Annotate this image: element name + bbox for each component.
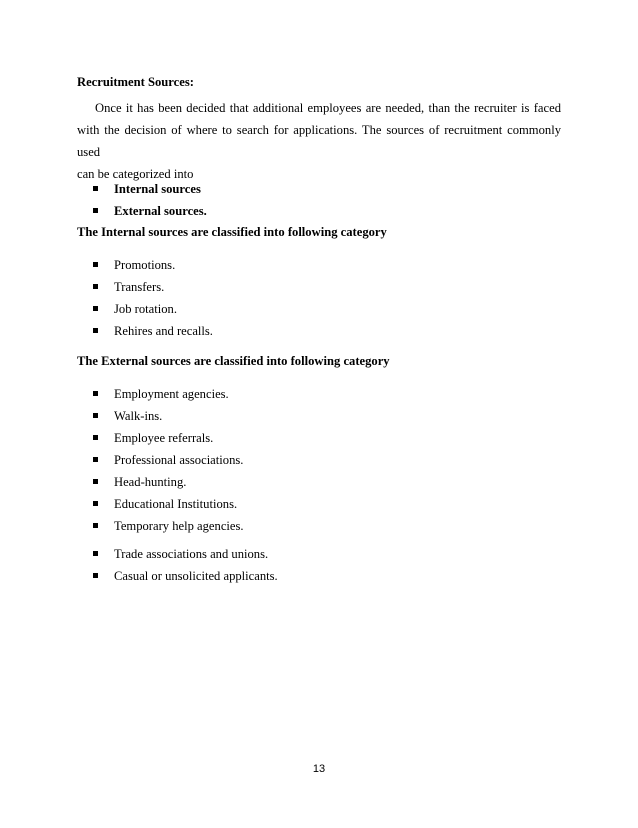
page-number: 13 (312, 763, 326, 775)
external-sources-list (0, 383, 244, 537)
list-item-text: Head-hunting. (114, 475, 187, 489)
internal-sources-list (0, 254, 213, 342)
list-item-text: Internal sources (114, 182, 201, 196)
bullet-icon (93, 186, 98, 191)
bullet-icon (93, 284, 98, 289)
list-item (0, 298, 213, 320)
list-item-text: Employee referrals. (114, 431, 214, 445)
list-item-text: Trade associations and unions. (114, 547, 269, 561)
list-item (0, 276, 213, 298)
list-item (0, 493, 244, 515)
list-item (0, 515, 244, 537)
bullet-icon (93, 208, 98, 213)
bullet-icon (93, 413, 98, 418)
list-item-text: Walk-ins. (114, 409, 163, 423)
bullet-icon (93, 551, 98, 556)
list-item-text: Educational Institutions. (114, 497, 238, 511)
list-item (0, 200, 207, 222)
bullet-icon (93, 391, 98, 396)
source-types-list (0, 178, 207, 222)
section-heading: Recruitment Sources: (77, 75, 194, 89)
list-item (0, 405, 244, 427)
list-item-text: Temporary help agencies. (114, 519, 244, 533)
list-item (0, 320, 213, 342)
bullet-icon (93, 501, 98, 506)
bullet-icon (93, 523, 98, 528)
list-item-text: Rehires and recalls. (114, 324, 213, 338)
list-item (0, 471, 244, 493)
intro-line: Once it has been decided that additional employees are needed, than the recruiter is faced (95, 101, 561, 115)
list-item (0, 449, 244, 471)
bullet-icon (93, 479, 98, 484)
bullet-icon (93, 328, 98, 333)
list-item-text: Transfers. (114, 280, 165, 294)
list-item (0, 178, 207, 200)
list-item (0, 565, 278, 587)
bullet-icon (93, 457, 98, 462)
external-sources-list-continued (0, 543, 278, 587)
bullet-icon (93, 306, 98, 311)
list-item-text: Employment agencies. (114, 387, 229, 401)
bullet-icon (93, 573, 98, 578)
bullet-icon (93, 262, 98, 267)
intro-line: can be categorized into (77, 167, 194, 181)
list-item-text: Casual or unsolicited applicants. (114, 569, 278, 583)
internal-sources-heading: The Internal sources are classified into following category (77, 225, 387, 239)
intro-paragraph (77, 97, 561, 185)
list-item (0, 383, 244, 405)
list-item (0, 427, 244, 449)
list-item-text: Promotions. (114, 258, 176, 272)
intro-line: with the decision of where to search for applications. The sources of recruitment commonly used (77, 123, 561, 159)
list-item-text: Professional associations. (114, 453, 244, 467)
bullet-icon (93, 435, 98, 440)
list-item-text: External sources. (114, 204, 207, 218)
list-item-text: Job rotation. (114, 302, 177, 316)
list-item (0, 254, 213, 276)
external-sources-heading: The External sources are classified into following category (77, 354, 390, 368)
list-item (0, 543, 278, 565)
